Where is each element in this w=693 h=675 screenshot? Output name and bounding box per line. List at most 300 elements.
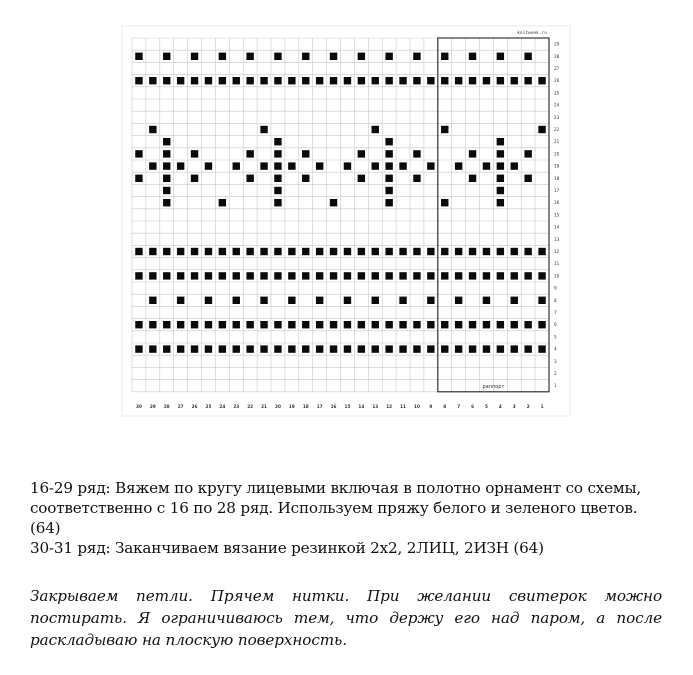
column-number: 13 xyxy=(372,403,379,409)
column-number: 4 xyxy=(498,403,502,409)
knit-stitch xyxy=(441,126,448,133)
knit-stitch xyxy=(385,175,392,182)
knit-stitch xyxy=(469,77,476,84)
knit-stitch xyxy=(191,248,198,255)
knit-stitch xyxy=(483,162,490,169)
column-number: 24 xyxy=(219,403,226,409)
knit-stitch xyxy=(330,321,337,328)
knit-stitch xyxy=(191,345,198,352)
knit-stitch xyxy=(274,199,281,206)
row-number: 7 xyxy=(554,310,557,315)
knit-stitch xyxy=(469,175,476,182)
knit-stitch xyxy=(330,199,337,206)
knit-stitch xyxy=(483,77,490,84)
knit-stitch xyxy=(483,321,490,328)
knit-stitch xyxy=(497,162,504,169)
row-number: 12 xyxy=(554,249,560,254)
row-number: 5 xyxy=(554,334,557,340)
knit-stitch xyxy=(372,162,379,169)
knit-stitch xyxy=(233,272,240,279)
knit-stitch xyxy=(372,248,379,255)
knit-stitch xyxy=(274,162,281,169)
knit-stitch xyxy=(344,321,351,328)
knit-stitch xyxy=(260,321,267,328)
knit-stitch xyxy=(385,321,392,328)
knit-stitch xyxy=(177,297,184,304)
knit-stitch xyxy=(385,345,392,352)
knit-stitch xyxy=(358,150,365,157)
knit-stitch xyxy=(316,248,323,255)
knit-stitch xyxy=(233,297,240,304)
knit-stitch xyxy=(511,77,518,84)
knit-stitch xyxy=(191,77,198,84)
knit-stitch xyxy=(441,248,448,255)
knit-stitch xyxy=(441,345,448,352)
knit-stitch xyxy=(205,297,212,304)
knit-stitch xyxy=(135,321,142,328)
knit-stitch xyxy=(455,321,462,328)
finishing-note-text: Закрываем петли. Прячем нитки. При желании свитерок можно постирать. Я ограничиваюсь тем, что держу его над паром, а после раскладываю на плоскую поверхность. xyxy=(30,587,662,649)
column-number: 19 xyxy=(288,403,295,409)
column-number: 7 xyxy=(457,403,461,409)
row-number: 11 xyxy=(554,261,560,267)
knit-stitch xyxy=(372,272,379,279)
knit-stitch xyxy=(274,150,281,157)
knit-stitch xyxy=(413,150,420,157)
knit-stitch xyxy=(219,272,226,279)
knit-stitch xyxy=(524,248,531,255)
instruction-rows-16-29: 16-29 ряд: Вяжем по кругу лицевыми включая в полотно орнамент со схемы, соответственно с 16 по 28 ряд. Используем пряжу белого и зеленого цветов. (64) xyxy=(30,479,642,537)
knit-stitch xyxy=(469,248,476,255)
knit-stitch xyxy=(385,162,392,169)
row-number: 2 xyxy=(554,371,557,376)
knit-stitch xyxy=(330,272,337,279)
knit-stitch xyxy=(358,321,365,328)
knit-stitch xyxy=(219,248,226,255)
column-number: 5 xyxy=(484,403,488,409)
knit-stitch xyxy=(233,77,240,84)
knit-stitch xyxy=(330,77,337,84)
knit-stitch xyxy=(427,248,434,255)
knit-stitch xyxy=(302,53,309,60)
knit-stitch xyxy=(399,272,406,279)
knit-stitch xyxy=(358,77,365,84)
knit-stitch xyxy=(511,321,518,328)
knit-stitch xyxy=(497,138,504,145)
knit-stitch xyxy=(497,345,504,352)
knit-stitch xyxy=(427,162,434,169)
knit-stitch xyxy=(149,272,156,279)
knit-stitch xyxy=(511,272,518,279)
knit-stitch xyxy=(524,272,531,279)
knit-stitch xyxy=(205,162,212,169)
knit-stitch xyxy=(497,248,504,255)
knit-stitch xyxy=(149,321,156,328)
knit-stitch xyxy=(538,345,545,352)
column-number: 17 xyxy=(316,403,323,409)
knit-stitch xyxy=(135,175,142,182)
row-number: 24 xyxy=(554,102,560,108)
knit-stitch xyxy=(288,77,295,84)
repeat-label: раппорт xyxy=(482,383,505,390)
knit-stitch xyxy=(191,175,198,182)
knit-stitch xyxy=(538,321,545,328)
knit-stitch xyxy=(441,321,448,328)
knit-stitch xyxy=(413,175,420,182)
row-number: 27 xyxy=(554,66,560,71)
knit-stitch xyxy=(246,77,253,84)
knit-stitch xyxy=(274,345,281,352)
knit-stitch xyxy=(302,248,309,255)
knit-stitch xyxy=(260,272,267,279)
knit-stitch xyxy=(163,138,170,145)
column-number: 3 xyxy=(512,403,516,409)
knit-stitch xyxy=(219,345,226,352)
knit-stitch xyxy=(302,175,309,182)
knit-stitch xyxy=(372,126,379,133)
knit-stitch xyxy=(163,175,170,182)
knit-stitch xyxy=(274,175,281,182)
knit-stitch xyxy=(358,175,365,182)
knit-stitch xyxy=(177,272,184,279)
knit-stitch xyxy=(455,272,462,279)
knit-stitch xyxy=(219,321,226,328)
knit-stitch xyxy=(149,248,156,255)
row-number: 10 xyxy=(554,273,560,279)
knit-stitch xyxy=(274,321,281,328)
column-number: 9 xyxy=(429,403,433,409)
knit-stitch xyxy=(455,77,462,84)
knit-stitch xyxy=(385,53,392,60)
knit-stitch xyxy=(163,345,170,352)
knit-stitch xyxy=(233,321,240,328)
knit-stitch xyxy=(191,53,198,60)
knit-stitch xyxy=(288,345,295,352)
knit-stitch xyxy=(358,53,365,60)
knit-stitch xyxy=(427,321,434,328)
knit-stitch xyxy=(205,321,212,328)
knit-stitch xyxy=(385,272,392,279)
column-number: 25 xyxy=(205,403,212,409)
row-number: 8 xyxy=(554,297,557,303)
knit-stitch xyxy=(427,272,434,279)
knit-stitch xyxy=(205,248,212,255)
column-number: 15 xyxy=(344,403,351,409)
knit-stitch xyxy=(538,248,545,255)
knit-stitch xyxy=(135,150,142,157)
knit-stitch xyxy=(538,272,545,279)
knit-stitch xyxy=(135,248,142,255)
row-number: 6 xyxy=(554,322,557,328)
knit-stitch xyxy=(177,248,184,255)
knit-stitch xyxy=(524,345,531,352)
knit-stitch xyxy=(288,162,295,169)
knit-stitch xyxy=(302,345,309,352)
knit-stitch xyxy=(344,272,351,279)
row-number: 18 xyxy=(554,175,560,181)
knit-stitch xyxy=(524,77,531,84)
knit-stitch xyxy=(413,345,420,352)
knit-stitch xyxy=(538,126,545,133)
instructions xyxy=(30,478,662,558)
column-number: 22 xyxy=(247,403,254,409)
knit-stitch xyxy=(358,345,365,352)
knit-stitch xyxy=(316,77,323,84)
knit-stitch xyxy=(372,321,379,328)
column-number: 29 xyxy=(149,403,156,409)
row-number: 21 xyxy=(554,139,560,145)
knit-stitch xyxy=(469,53,476,60)
row-number: 15 xyxy=(554,212,560,218)
knit-stitch xyxy=(233,345,240,352)
knit-stitch xyxy=(288,321,295,328)
knit-stitch xyxy=(497,77,504,84)
knit-stitch xyxy=(288,272,295,279)
knit-stitch xyxy=(497,175,504,182)
knit-stitch xyxy=(511,248,518,255)
column-number: 10 xyxy=(414,403,420,409)
knit-stitch xyxy=(483,297,490,304)
knit-stitch xyxy=(385,187,392,194)
knit-stitch xyxy=(344,345,351,352)
knit-stitch xyxy=(246,53,253,60)
knit-stitch xyxy=(497,321,504,328)
knit-stitch xyxy=(219,53,226,60)
row-number: 3 xyxy=(554,358,557,364)
knit-stitch xyxy=(441,53,448,60)
knit-stitch xyxy=(260,248,267,255)
row-number: 4 xyxy=(554,346,557,352)
knit-stitch xyxy=(163,162,170,169)
knit-stitch xyxy=(163,321,170,328)
knit-stitch xyxy=(399,297,406,304)
knit-stitch xyxy=(524,53,531,60)
knit-stitch xyxy=(260,297,267,304)
row-number: 25 xyxy=(554,90,560,96)
knit-stitch xyxy=(469,321,476,328)
column-number: 2 xyxy=(526,403,530,409)
knit-stitch xyxy=(149,345,156,352)
knit-stitch xyxy=(163,199,170,206)
knit-stitch xyxy=(344,77,351,84)
knit-stitch xyxy=(135,272,142,279)
knit-stitch xyxy=(246,321,253,328)
knit-stitch xyxy=(163,187,170,194)
knit-stitch xyxy=(274,272,281,279)
row-number: 1 xyxy=(554,383,557,389)
knit-stitch xyxy=(163,272,170,279)
knit-stitch xyxy=(135,77,142,84)
knit-stitch xyxy=(441,199,448,206)
knit-stitch xyxy=(413,248,420,255)
column-number: 21 xyxy=(261,403,267,409)
knit-stitch xyxy=(163,77,170,84)
knit-stitch xyxy=(205,77,212,84)
row-number: 26 xyxy=(554,78,560,84)
knit-stitch xyxy=(455,248,462,255)
knit-stitch xyxy=(427,297,434,304)
knit-stitch xyxy=(413,321,420,328)
column-number: 20 xyxy=(275,403,281,409)
knit-stitch xyxy=(483,272,490,279)
knit-stitch xyxy=(524,150,531,157)
knit-stitch xyxy=(191,321,198,328)
knit-stitch xyxy=(497,150,504,157)
row-number: 19 xyxy=(554,163,560,169)
knit-stitch xyxy=(316,321,323,328)
knit-stitch xyxy=(399,248,406,255)
knit-stitch xyxy=(163,53,170,60)
knit-stitch xyxy=(274,77,281,84)
knit-stitch xyxy=(497,187,504,194)
column-number: 27 xyxy=(177,403,184,409)
column-number: 6 xyxy=(471,403,475,409)
knit-stitch xyxy=(205,272,212,279)
knit-stitch xyxy=(260,126,267,133)
knit-stitch xyxy=(511,297,518,304)
row-number: 22 xyxy=(554,127,560,132)
row-number: 9 xyxy=(554,285,557,291)
knit-stitch xyxy=(524,321,531,328)
column-number: 18 xyxy=(302,403,309,409)
knit-stitch xyxy=(191,150,198,157)
knit-stitch xyxy=(358,248,365,255)
knit-stitch xyxy=(274,187,281,194)
watermark-text: knitweek.ru xyxy=(517,31,547,36)
knit-stitch xyxy=(427,77,434,84)
knit-stitch xyxy=(274,248,281,255)
finishing-note xyxy=(30,585,662,651)
knit-stitch xyxy=(330,345,337,352)
knit-stitch xyxy=(469,345,476,352)
knit-stitch xyxy=(497,53,504,60)
knit-stitch xyxy=(191,272,198,279)
knit-stitch xyxy=(344,297,351,304)
column-number: 30 xyxy=(136,403,142,409)
knit-stitch xyxy=(274,53,281,60)
knit-stitch xyxy=(316,162,323,169)
column-number: 14 xyxy=(358,403,365,409)
knit-stitch xyxy=(413,77,420,84)
knit-stitch xyxy=(302,272,309,279)
knit-stitch xyxy=(385,77,392,84)
knit-stitch xyxy=(219,199,226,206)
knit-stitch xyxy=(260,162,267,169)
knit-stitch xyxy=(399,345,406,352)
knit-stitch xyxy=(511,345,518,352)
knit-stitch xyxy=(260,77,267,84)
knit-stitch xyxy=(511,162,518,169)
knit-stitch xyxy=(399,321,406,328)
knit-stitch xyxy=(302,321,309,328)
knit-stitch xyxy=(246,150,253,157)
column-number: 26 xyxy=(191,403,198,409)
knit-stitch xyxy=(177,77,184,84)
knit-stitch xyxy=(455,345,462,352)
knit-stitch xyxy=(302,150,309,157)
knit-stitch xyxy=(538,77,545,84)
knit-stitch xyxy=(385,150,392,157)
knit-stitch xyxy=(497,199,504,206)
knit-stitch xyxy=(385,248,392,255)
column-number: 23 xyxy=(233,403,240,409)
column-number: 8 xyxy=(443,403,447,409)
knit-stitch xyxy=(344,162,351,169)
knit-stitch xyxy=(538,297,545,304)
knit-stitch xyxy=(483,345,490,352)
knit-stitch xyxy=(344,248,351,255)
knit-stitch xyxy=(497,272,504,279)
knit-stitch xyxy=(483,248,490,255)
column-number: 12 xyxy=(386,403,393,409)
knit-stitch xyxy=(469,150,476,157)
knit-stitch xyxy=(163,248,170,255)
column-number: 11 xyxy=(400,403,406,409)
row-number: 28 xyxy=(554,53,560,59)
row-number: 23 xyxy=(554,114,560,120)
row-number: 13 xyxy=(554,236,560,242)
knit-stitch xyxy=(288,297,295,304)
column-number: 1 xyxy=(540,403,544,409)
knit-stitch xyxy=(316,345,323,352)
column-number: 16 xyxy=(330,403,337,409)
knit-stitch xyxy=(413,53,420,60)
knit-stitch xyxy=(469,272,476,279)
knit-stitch xyxy=(455,297,462,304)
knit-stitch xyxy=(399,77,406,84)
knit-stitch xyxy=(246,345,253,352)
knit-stitch xyxy=(302,77,309,84)
knit-stitch xyxy=(427,345,434,352)
knit-stitch xyxy=(149,162,156,169)
knit-stitch xyxy=(372,297,379,304)
knit-stitch xyxy=(149,297,156,304)
knit-stitch xyxy=(163,150,170,157)
row-number: 20 xyxy=(554,151,560,157)
knit-stitch xyxy=(246,248,253,255)
knit-stitch xyxy=(385,199,392,206)
knit-stitch xyxy=(274,138,281,145)
knit-stitch xyxy=(177,162,184,169)
knit-stitch xyxy=(246,272,253,279)
knit-stitch xyxy=(149,77,156,84)
knit-stitch xyxy=(260,345,267,352)
knit-stitch xyxy=(441,272,448,279)
knit-stitch xyxy=(372,345,379,352)
knit-stitch xyxy=(385,138,392,145)
row-number: 17 xyxy=(554,188,560,193)
knit-stitch xyxy=(219,77,226,84)
knit-stitch xyxy=(358,272,365,279)
knit-stitch xyxy=(413,272,420,279)
knit-stitch xyxy=(441,77,448,84)
knit-stitch xyxy=(399,162,406,169)
knit-stitch xyxy=(233,248,240,255)
row-number: 16 xyxy=(554,200,560,206)
knit-stitch xyxy=(135,345,142,352)
knit-stitch xyxy=(177,345,184,352)
knit-stitch xyxy=(149,126,156,133)
knit-stitch xyxy=(455,162,462,169)
knit-stitch xyxy=(246,175,253,182)
knit-stitch xyxy=(372,77,379,84)
knit-stitch xyxy=(288,248,295,255)
column-number: 28 xyxy=(163,403,170,409)
instruction-rows-30-31: 30-31 ряд: Заканчиваем вязание резинкой 2х2, 2ЛИЦ, 2ИЗН (64) xyxy=(30,539,544,557)
knit-stitch xyxy=(177,321,184,328)
knit-stitch xyxy=(524,175,531,182)
knit-stitch xyxy=(233,162,240,169)
